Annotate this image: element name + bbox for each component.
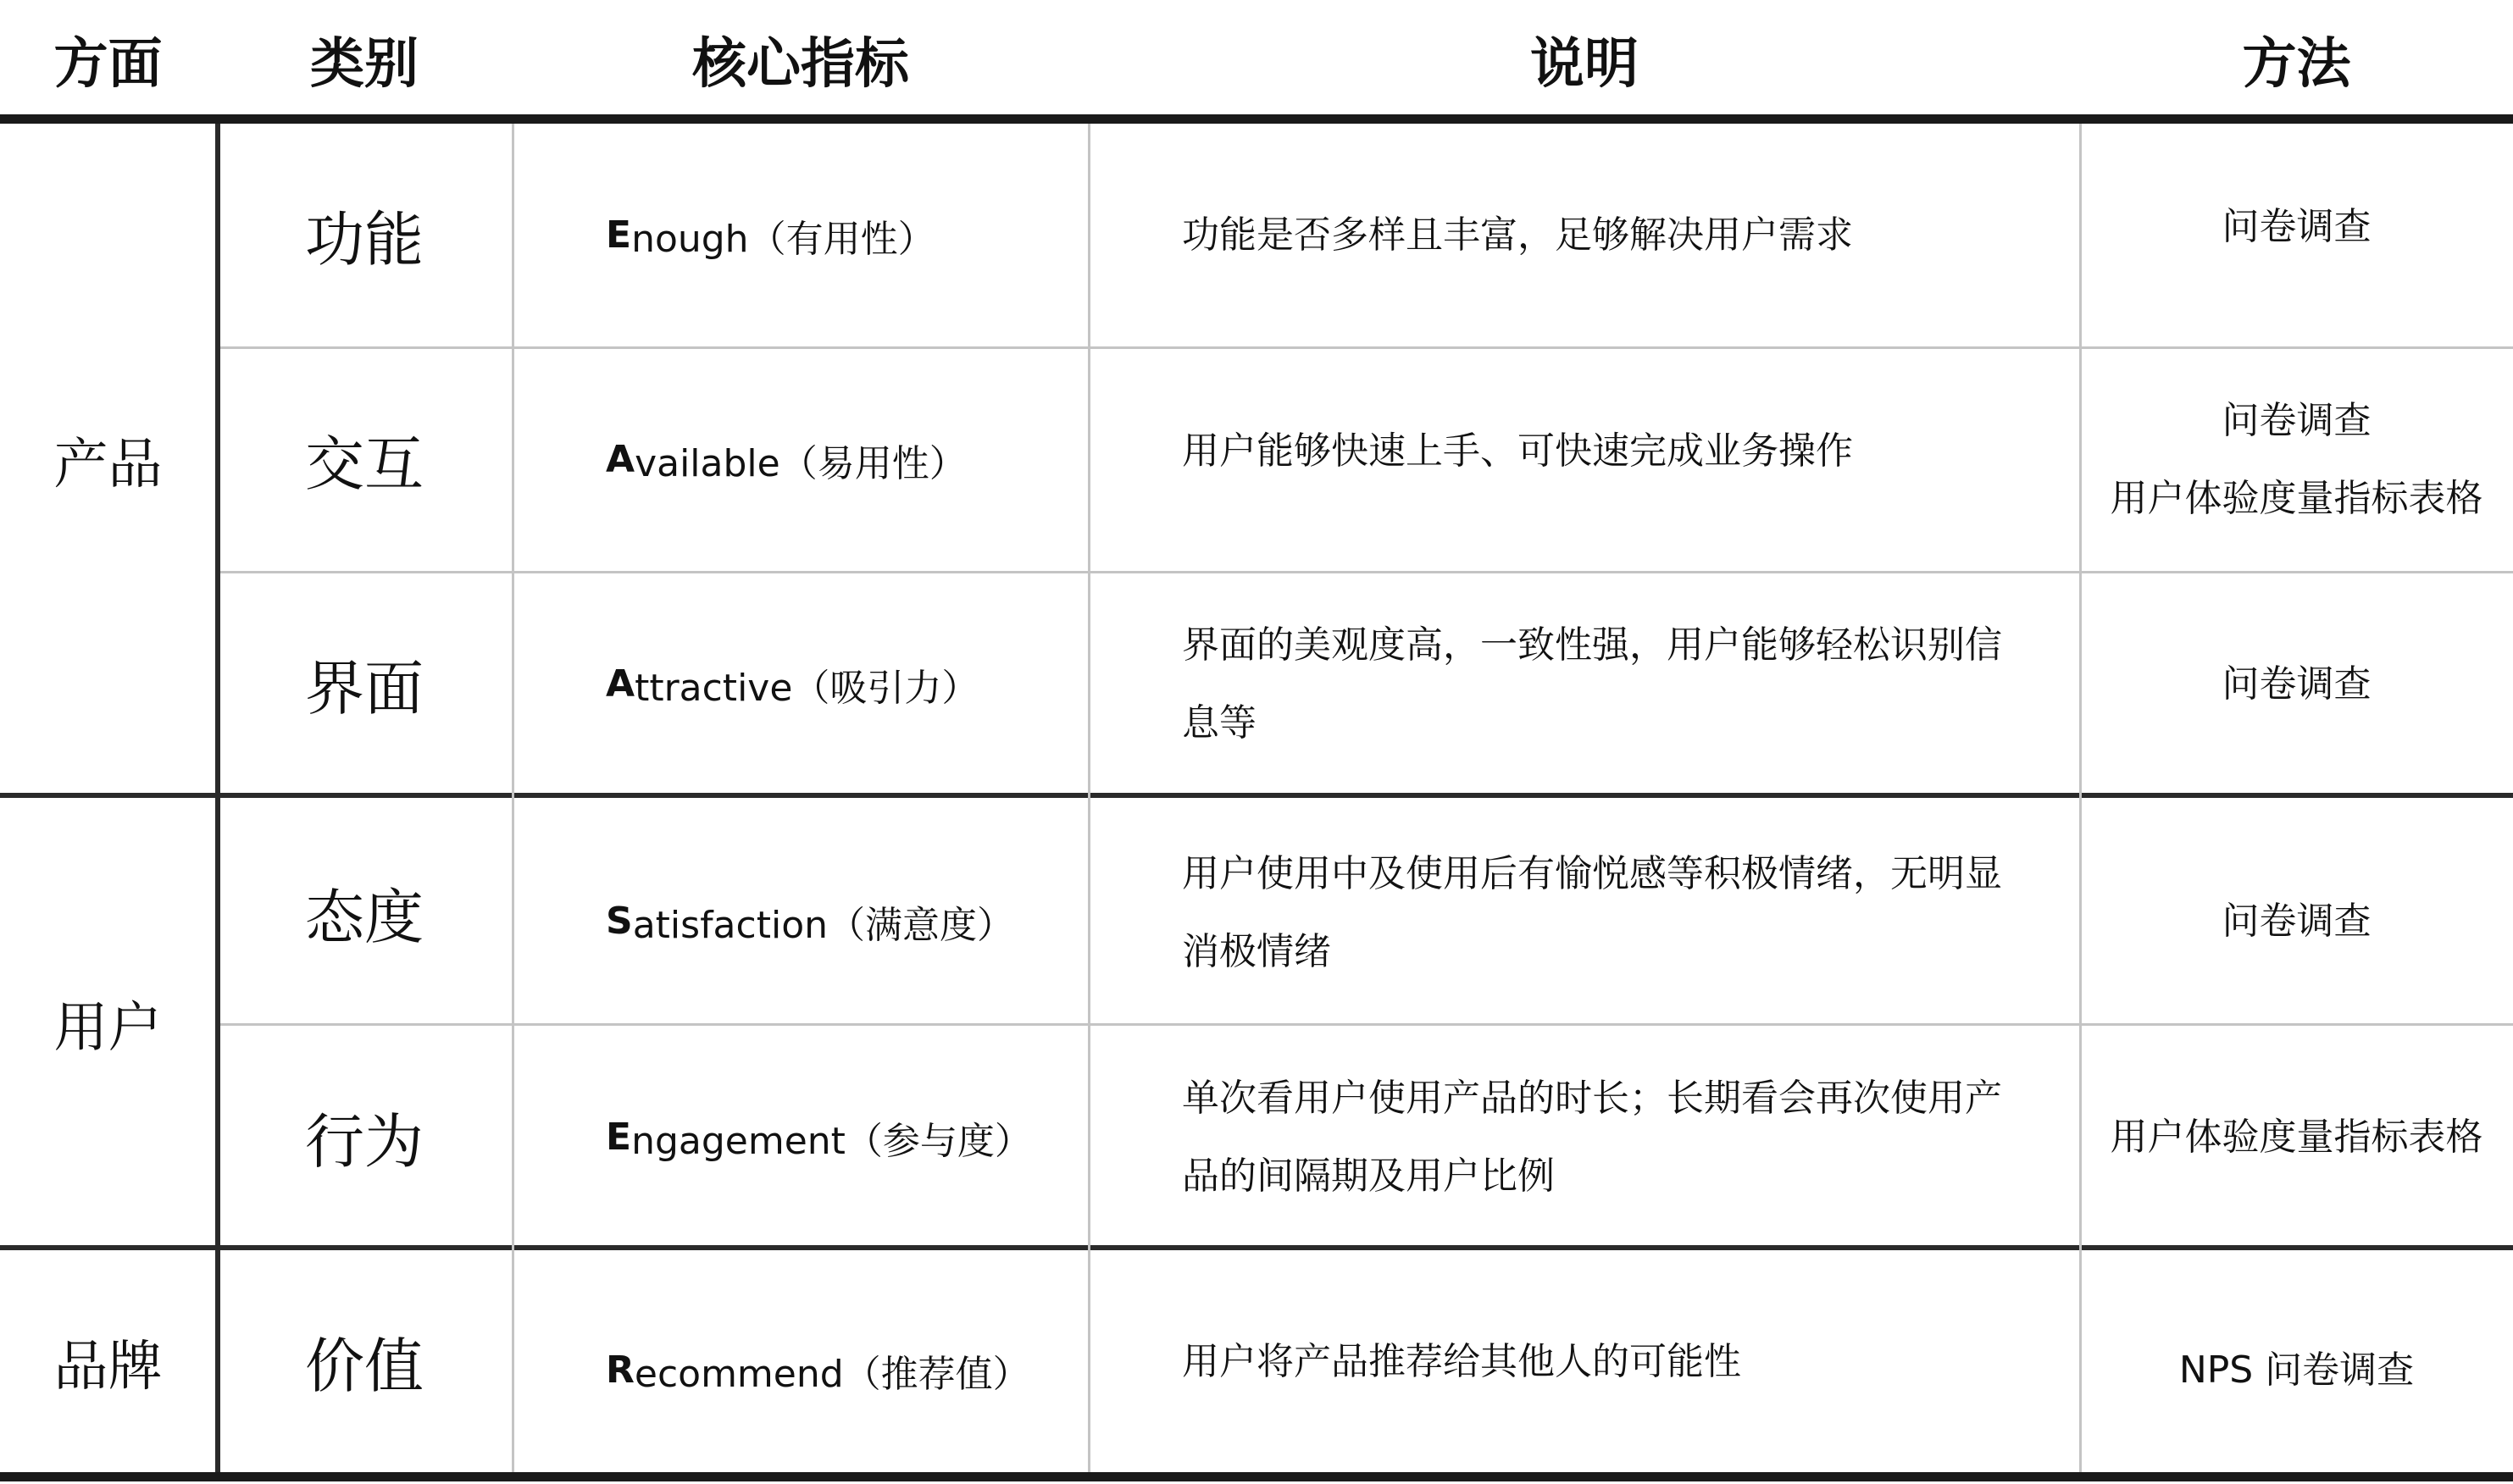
description-cell <box>1089 572 2080 796</box>
aspect-user: 用户 <box>53 996 163 1060</box>
metric-cell <box>513 809 1089 1033</box>
description-text: 功能是否多样且丰富，足够解决用户需求 <box>1182 213 1853 257</box>
header-method: 方法 <box>2242 33 2351 96</box>
row-divider <box>219 571 2513 573</box>
description-text: 用户能够快速上手、可快速完成业务操作 <box>1182 429 1853 473</box>
method-item: 问卷调查 <box>2222 662 2372 706</box>
metric-initial: E <box>606 213 632 257</box>
method-item: 用户体验度量指标表格 <box>2110 476 2483 520</box>
metric-cell <box>513 347 1089 572</box>
table-bottom-border <box>0 1472 2513 1481</box>
metric-label: vailable（易用性） <box>635 441 967 485</box>
method-item: 问卷调查 <box>2222 398 2372 442</box>
group-divider <box>0 1245 2513 1250</box>
row-divider <box>219 1023 2513 1026</box>
metric-label: ecommend（推荐值） <box>634 1352 1030 1396</box>
metric-label: atisfaction（满意度） <box>632 903 1014 947</box>
metric-cell <box>513 572 1089 796</box>
method-item: 问卷调查 <box>2222 204 2372 248</box>
metric-initial: R <box>606 1348 635 1392</box>
row-divider <box>219 346 2513 349</box>
category-cell: 功能 <box>305 205 424 274</box>
category-cell: 交互 <box>305 429 424 499</box>
header-core-metric: 核心指标 <box>692 33 909 96</box>
metric-label: ngagement（参与度） <box>631 1119 1032 1163</box>
metric-cell <box>513 1258 1089 1482</box>
description-cell <box>1089 330 2080 572</box>
method-item: NPS 问卷调查 <box>2178 1348 2415 1392</box>
method-cell <box>2080 347 2513 572</box>
metric-cell <box>513 1025 1089 1249</box>
category-cell: 行为 <box>305 1107 424 1177</box>
method-item: 问卷调查 <box>2222 899 2372 943</box>
metric-label: nough（有用性） <box>631 217 935 261</box>
metric-initial: S <box>606 900 633 943</box>
aspect-product: 产品 <box>53 433 163 496</box>
aspect-brand: 品牌 <box>53 1335 163 1398</box>
metric-label: ttractive（吸引力） <box>635 666 979 710</box>
metric-cell <box>513 123 1089 347</box>
column-divider <box>1088 124 1090 1472</box>
method-cell <box>2080 809 2513 1033</box>
description-cell <box>1089 1249 2080 1474</box>
metric-initial: A <box>606 438 635 481</box>
metric-initial: A <box>606 662 635 706</box>
category-cell: 态度 <box>305 883 424 952</box>
description-text: 界面的美观度高，一致性强，用户能够轻松识别信息等 <box>1182 623 2002 745</box>
description-cell <box>1089 1025 2080 1249</box>
category-cell: 界面 <box>305 654 424 723</box>
method-cell <box>2080 1025 2513 1249</box>
description-cell <box>1089 123 2080 347</box>
description-text: 单次看用户使用产品的时长；长期看会再次使用产品的间隔期及用户比例 <box>1182 1076 2002 1198</box>
header-category: 类别 <box>310 33 419 96</box>
aspect-column-divider <box>215 124 220 1472</box>
description-text: 用户将产品推荐给其他人的可能性 <box>1182 1339 1741 1383</box>
description-text: 用户使用中及使用后有愉悦感等积极情绪，无明显消极情绪 <box>1182 851 2002 973</box>
header-aspect: 方面 <box>53 33 163 96</box>
column-divider <box>512 124 514 1472</box>
category-cell: 价值 <box>305 1332 424 1401</box>
method-cell <box>2080 572 2513 796</box>
description-cell <box>1089 800 2080 1025</box>
header-divider <box>0 114 2513 124</box>
method-item: 用户体验度量指标表格 <box>2110 1115 2483 1159</box>
header-description: 说明 <box>1530 33 1639 96</box>
group-divider <box>0 793 2513 798</box>
metric-initial: E <box>606 1116 632 1159</box>
column-divider <box>2079 124 2082 1472</box>
method-cell <box>2080 106 2513 347</box>
method-cell <box>2080 1258 2513 1482</box>
